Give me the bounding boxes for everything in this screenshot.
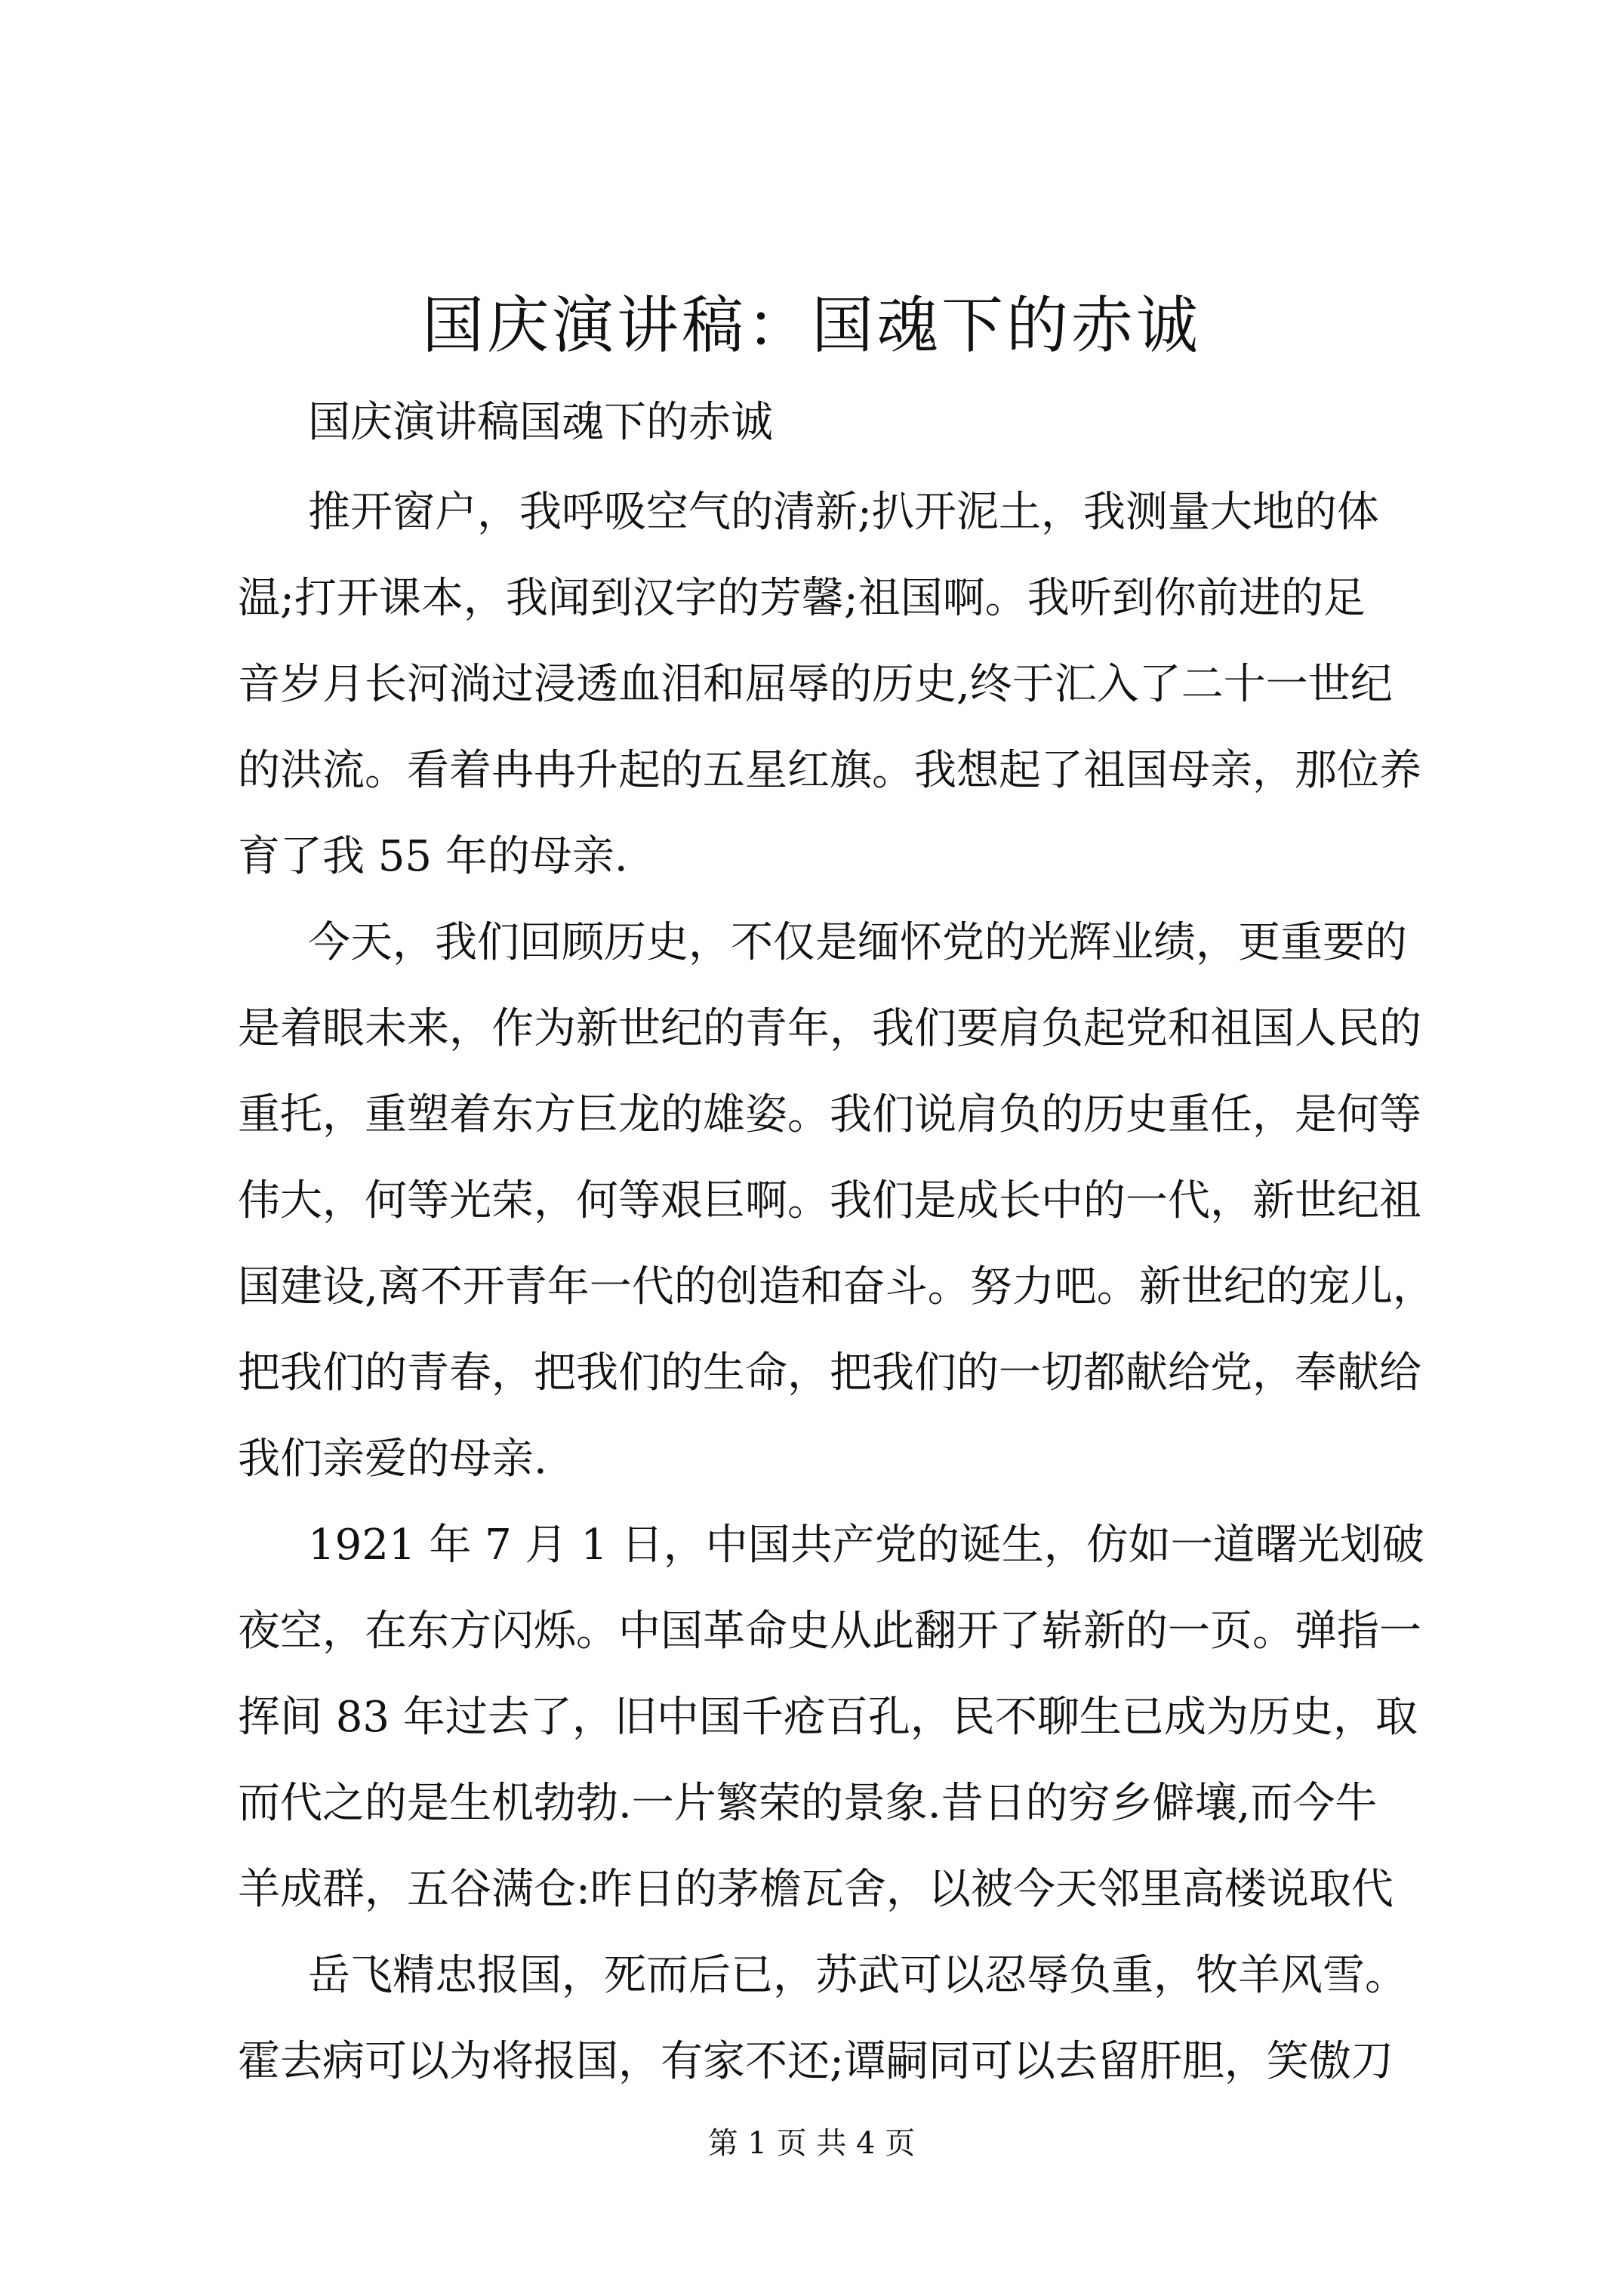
paragraph bbox=[238, 470, 1438, 900]
paragraph-line: 挥间 83 年过去了，旧中国千疮百孔，民不聊生已成为历史，取 bbox=[238, 1693, 1418, 1742]
paragraph-line: 推开窗户，我呼吸空气的清新;扒开泥土，我测量大地的体 bbox=[308, 488, 1379, 537]
paragraph-line: 霍去病可以为将报国，有家不还;谭嗣同可以去留肝胆，笑傲刀 bbox=[238, 2037, 1394, 2086]
paragraph-line: 把我们的青春，把我们的生命，把我们的一切都献给党，奉献给 bbox=[238, 1348, 1421, 1398]
paragraph-line: 我们亲爱的母亲. bbox=[238, 1435, 547, 1484]
paragraph-line: 夜空，在东方闪烁。中国革命史从此翻开了崭新的一页。弹指一 bbox=[238, 1607, 1421, 1656]
paragraph-line: 温;打开课本，我闻到汉字的芳馨;祖国啊。我听到你前进的足 bbox=[238, 574, 1366, 623]
paragraph-line: 羊成群，五谷满仓:昨日的茅檐瓦舍，以被今天邻里高楼说取代 bbox=[238, 1865, 1394, 1914]
paragraph-line: 而代之的是生机勃勃.一片繁荣的景象.昔日的穷乡僻壤,而今牛 bbox=[238, 1779, 1378, 1828]
paragraph-line: 音岁月长河淌过浸透血泪和屈辱的历史,终于汇入了二十一世纪 bbox=[238, 660, 1393, 709]
paragraph-line: 国建设,离不开青年一代的创造和奋斗。努力吧。新世纪的宠儿， bbox=[238, 1262, 1435, 1311]
paragraph-line: 岳飞精忠报国，死而后已，苏武可以忍辱负重，牧羊风雪。 bbox=[308, 1951, 1407, 2000]
paragraph-line: 伟大，何等光荣，何等艰巨啊。我们是成长中的一代，新世纪祖 bbox=[238, 1176, 1421, 1225]
paragraph-line: 的洪流。看着冉冉升起的五星红旗。我想起了祖国母亲，那位养 bbox=[238, 746, 1421, 795]
document-body bbox=[238, 470, 1438, 2105]
paragraph-line: 重托，重塑着东方巨龙的雄姿。我们说肩负的历史重任，是何等 bbox=[238, 1090, 1421, 1139]
paragraph-line: 1921 年 7 月 1 日，中国共产党的诞生，仿如一道曙光划破 bbox=[308, 1521, 1424, 1570]
paragraph-line: 今天，我们回顾历史，不仅是缅怀党的光辉业绩，更重要的 bbox=[308, 918, 1407, 967]
document-title: 国庆演讲稿：国魂下的赤诚 bbox=[421, 290, 1201, 362]
page-number-footer: 第 1 页 共 4 页 bbox=[707, 2126, 916, 2161]
paragraph bbox=[238, 900, 1438, 1502]
paragraph-line: 是着眼未来，作为新世纪的青年，我们要肩负起党和祖国人民的 bbox=[238, 1004, 1421, 1053]
paragraph bbox=[238, 1502, 1438, 1933]
document-subtitle: 国庆演讲稿国魂下的赤诚 bbox=[308, 398, 773, 447]
paragraph-line: 育了我 55 年的母亲. bbox=[238, 832, 628, 881]
paragraph bbox=[238, 1933, 1438, 2105]
